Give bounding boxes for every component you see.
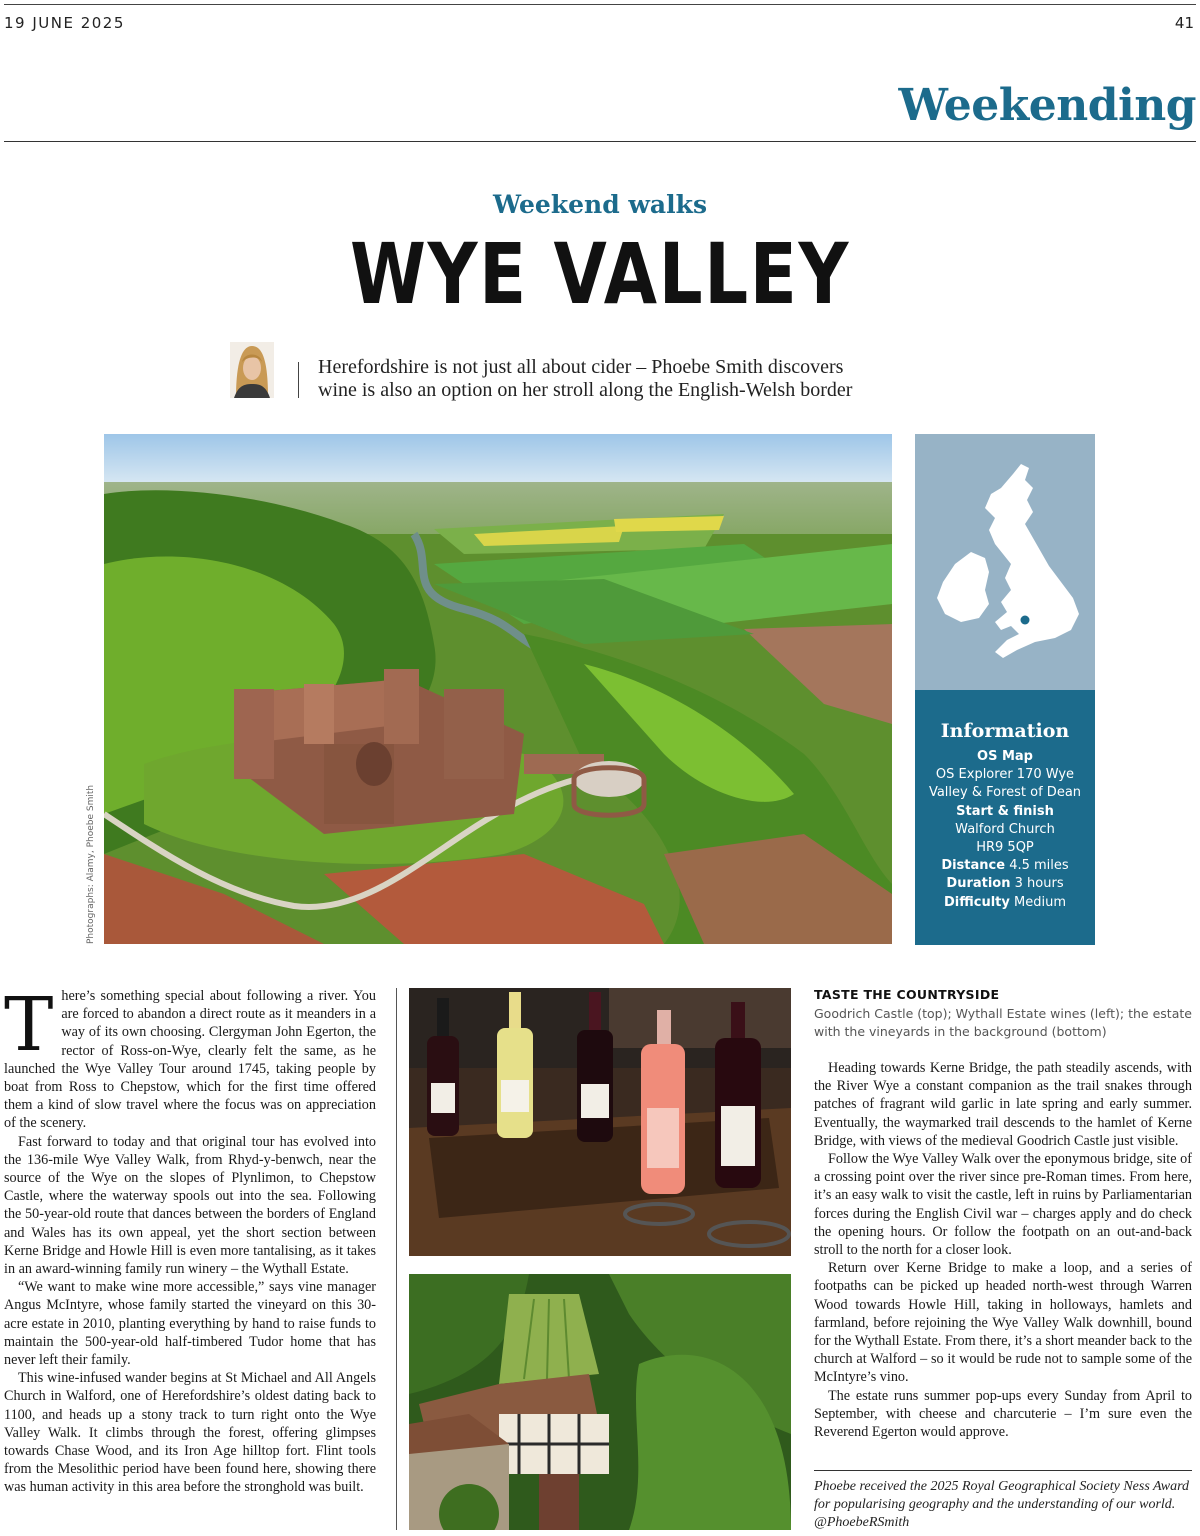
body-column-3	[814, 1059, 1192, 1441]
paragraph-5: Heading towards Kerne Bridge, the path steadily ascends, with the River Wye a constant companion as the trail snakes through patches of fragrant wild garlic in late spring and early summer. Eventually, the waymarked trail descends to the hamlet of Kerne Bridge, with views of the medieval Goodrich Castle just visible.	[814, 1060, 1192, 1149]
caption-heading: TASTE THE COUNTRYSIDE	[814, 987, 1000, 1002]
section-title: Weekending	[898, 80, 1196, 131]
wythall-estate-photo	[409, 1274, 791, 1530]
paragraph-3: “We want to make wine more accessible,” says vine manager Angus McIntyre, whose family started the vineyard on this 30-acre estate in 2010, planting everything by hand to raise funds to maintain the 500-year-old half-timbered Tudor home that has never left their family.	[4, 1279, 376, 1369]
issue-date: 19 JUNE 2025	[4, 14, 125, 32]
duration-value: 3 hours	[1014, 876, 1064, 892]
drop-cap: T	[4, 982, 54, 1068]
paragraph-4: This wine-infused wander begins at St Michael and All Angels Church in Walford, one of Herefordshire’s oldest dating back to 1100, and heads up a stony track to turn right onto the Wye Valley Walk. It climbs through the forest, offering glimpses towards Chase Wood, and its Iron Age hilltop fort. Flint tools from the Mesolithic period have been found here, showing there was human activity in this area before the stronghold was built.	[4, 1370, 376, 1496]
paragraph-7: Return over Kerne Bridge to make a loop, and a series of footpaths can be picked up headed north-west through Warren Wood towards Howle Hill, taking in holloways, hamlets and farmland, before rejoining the Wye Valley Walk downhill, bound for the Wythall Estate. From there, it’s a short meander back to the church at Walford – so it would be rude not to sample some of the McIntyre’s vino.	[814, 1260, 1192, 1386]
start-value-1: Walford Church	[955, 821, 1055, 837]
paragraph-8: The estate runs summer pop-ups every Sunday from April to September, with cheese and charcuterie – I’m sure even the Reverend Egerton would approve.	[814, 1387, 1192, 1441]
body-column-1	[4, 982, 376, 1497]
page-number: 41	[1174, 14, 1194, 32]
standfirst-rule	[298, 362, 299, 398]
distance-label: Distance	[941, 858, 1006, 874]
paragraph-2: Fast forward to today and that original tour has evolved into the 136-mile Wye Valley Walk, from Rhyd-y-benwch, near the source of the Wye on the slopes of Plynlimon, to Chepstow Castle, where the waterway spools out into the sea. Following the 50-year-old route that dances between the borders of England and Wales has its own appeal, yet the short section between Kerne Bridge and Howle Hill is even more tantalising, as it takes in an award-winning family run winery – the Wythall Estate.	[4, 1133, 376, 1278]
os-map-label: OS Map	[977, 749, 1033, 764]
photo-caption: Goodrich Castle (top); Wythall Estate wines (left); the estate with the vineyards in the background (bottom)	[814, 1006, 1192, 1039]
uk-locator-map	[915, 434, 1095, 690]
bio-rule	[814, 1470, 1192, 1471]
difficulty-value: Medium	[1014, 894, 1066, 910]
headline: WYE VALLEY	[350, 225, 850, 323]
kicker: Weekend walks	[492, 190, 708, 219]
information-panel	[915, 690, 1095, 945]
difficulty-label: Difficulty	[944, 894, 1010, 910]
info-title: Information	[940, 720, 1070, 742]
wythall-wines-photo	[409, 988, 791, 1256]
duration-label: Duration	[946, 876, 1011, 892]
distance-value: 4.5 miles	[1009, 858, 1069, 874]
standfirst-line-1: Herefordshire is not just all about cider – Phoebe Smith discovers	[318, 356, 844, 378]
column-rule	[396, 988, 397, 1530]
standfirst-line-2: wine is also an option on her stroll along the English-Welsh border	[318, 379, 853, 401]
paragraph-1: here’s something special about following a river. You are forced to abandon a direct route as it meanders in a way of its own choosing. Clergyman John Egerton, the rector of Ross-on-Wye, clearly felt the same, as he launched the Wye Valley Tour around 1745, taking people by boat from Ross to Chepstow, which for the first time offered them a kind of slow travel where the focus was on appreciation of the scenery.	[4, 988, 376, 1132]
top-rule	[4, 4, 1196, 5]
author-bio: Phoebe received the 2025 Royal Geographical Society Ness Award for popularising geography and the understanding of our world. @PhoebeRSmith	[814, 1479, 1190, 1530]
start-label: Start & finish	[956, 803, 1054, 819]
header-rule	[4, 141, 1196, 142]
start-value-2: HR9 5QP	[976, 840, 1034, 856]
author-photo	[230, 342, 274, 398]
paragraph-6: Follow the Wye Valley Walk over the eponymous bridge, site of a crossing point over the river since pre-Roman times. From here, it’s an easy walk to visit the castle, left in ruins by Parliamentarian forces during the English Civil war – charges apply and do check the opening hours. Or follow the footpath on an out-and-back stroll to the north for a closer look.	[814, 1151, 1192, 1259]
os-map-value-1: OS Explorer 170 Wye	[935, 767, 1075, 783]
standfirst	[318, 356, 998, 402]
photo-credit: Photographs: Alamy, Phoebe Smith	[86, 784, 96, 944]
os-map-value-2: Valley & Forest of Dean	[928, 785, 1082, 801]
goodrich-castle-photo	[104, 434, 892, 944]
